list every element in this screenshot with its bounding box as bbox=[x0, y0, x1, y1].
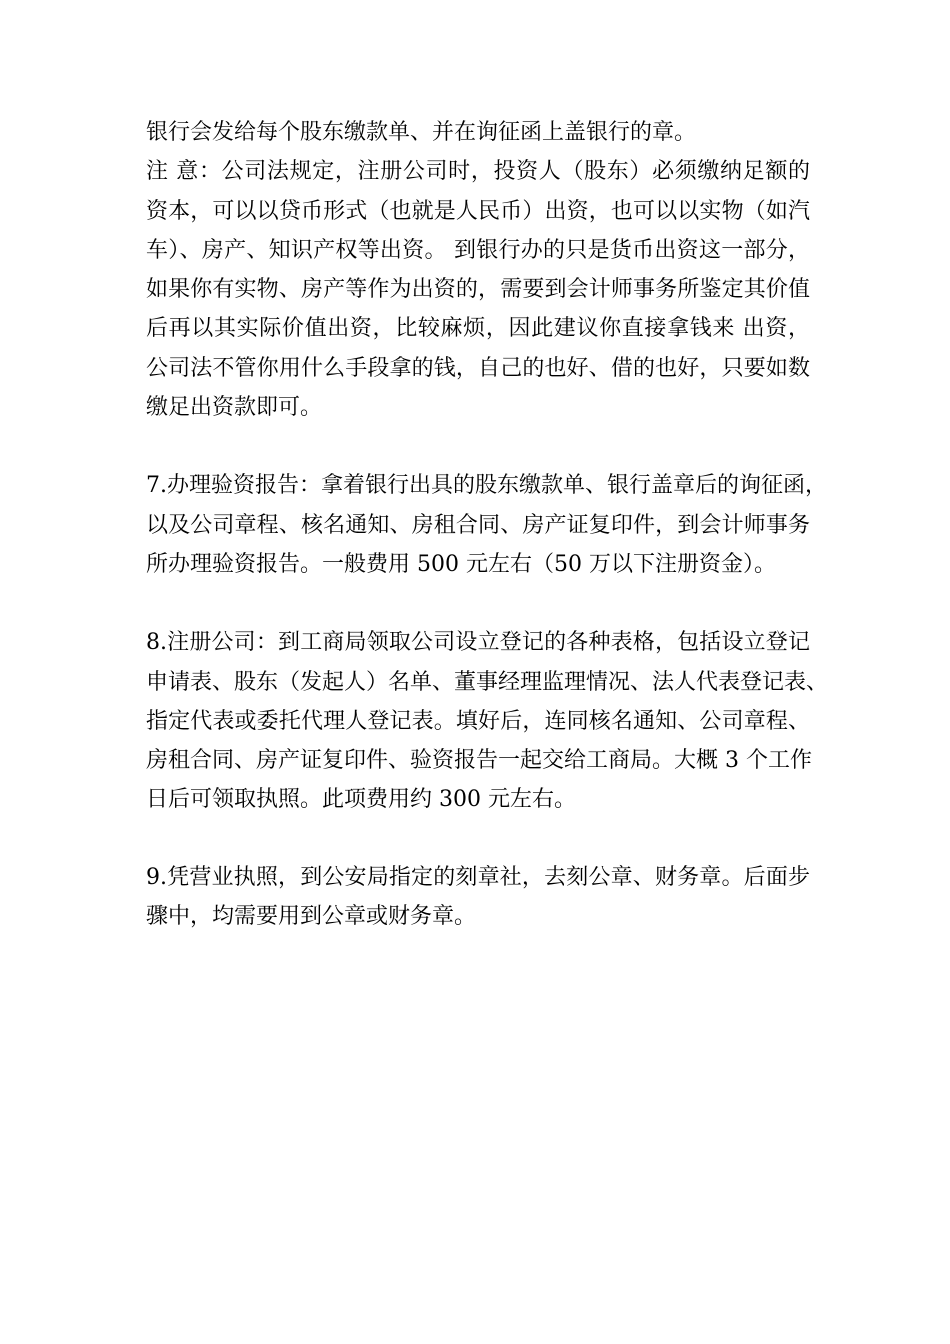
text-line: 所办理验资报告。一般费用 500 元左右（50 万以下注册资金）。 bbox=[146, 551, 776, 577]
text-line: 8.注册公司：到工商局领取公司设立登记的各种表格，包括设立登记 bbox=[146, 630, 810, 656]
paragraph-step-7 bbox=[146, 466, 827, 584]
text-line: 银行会发给每个股东缴款单、并在询征函上盖银行的章。 bbox=[146, 120, 697, 145]
text-line: 车）、房产、知识产权等出资。 到银行办的只是货币出资这一部分， bbox=[146, 237, 810, 263]
document-page bbox=[146, 113, 829, 936]
text-line: 资本，可以以贷币形式（也就是人民币）出资，也可以以实物（如汽 bbox=[146, 198, 810, 224]
paragraph-bank-note bbox=[146, 113, 810, 152]
text-line: 骤中，均需要用到公章或财务章。 bbox=[146, 904, 477, 930]
text-line: 申请表、股东（发起人）名单、董事经理监理情况、法人代表登记表、 bbox=[146, 669, 829, 695]
paragraph-spacer bbox=[146, 820, 810, 858]
text-line: 注 意：公司法规定，注册公司时，投资人（股东）必须缴纳足额的 bbox=[146, 159, 810, 185]
paragraph-spacer bbox=[146, 427, 810, 466]
text-line: 7.办理验资报告：拿着银行出具的股东缴款单、银行盖章后的询征函， bbox=[146, 473, 827, 499]
text-line: 缴足出资款即可。 bbox=[146, 395, 323, 421]
paragraph-attention bbox=[146, 152, 810, 427]
text-line: 公司法不管你用什么手段拿的钱，自己的也好、借的也好，只要如数 bbox=[146, 355, 810, 381]
text-line: 房租合同、房产证复印件、验资报告一起交给工商局。大概 3 个工作 bbox=[146, 748, 812, 774]
text-line: 以及公司章程、核名通知、房租合同、房产证复印件，到会计师事务 bbox=[146, 512, 810, 538]
text-line: 后再以其实际价值出资，比较麻烦，因此建议你直接拿钱来 出资， bbox=[146, 316, 810, 342]
text-line: 9.凭营业执照，到公安局指定的刻章社，去刻公章、财务章。后面步 bbox=[146, 864, 810, 890]
text-line: 如果你有实物、房产等作为出资的，需要到会计师事务所鉴定其价值 bbox=[146, 277, 810, 303]
paragraph-step-8 bbox=[146, 623, 829, 819]
text-line: 指定代表或委托代理人登记表。填好后，连同核名通知、公司章程、 bbox=[146, 708, 810, 734]
paragraph-step-9 bbox=[146, 858, 810, 937]
text-line: 日后可领取执照。此项费用约 300 元左右。 bbox=[146, 787, 576, 813]
paragraph-spacer bbox=[146, 584, 810, 623]
